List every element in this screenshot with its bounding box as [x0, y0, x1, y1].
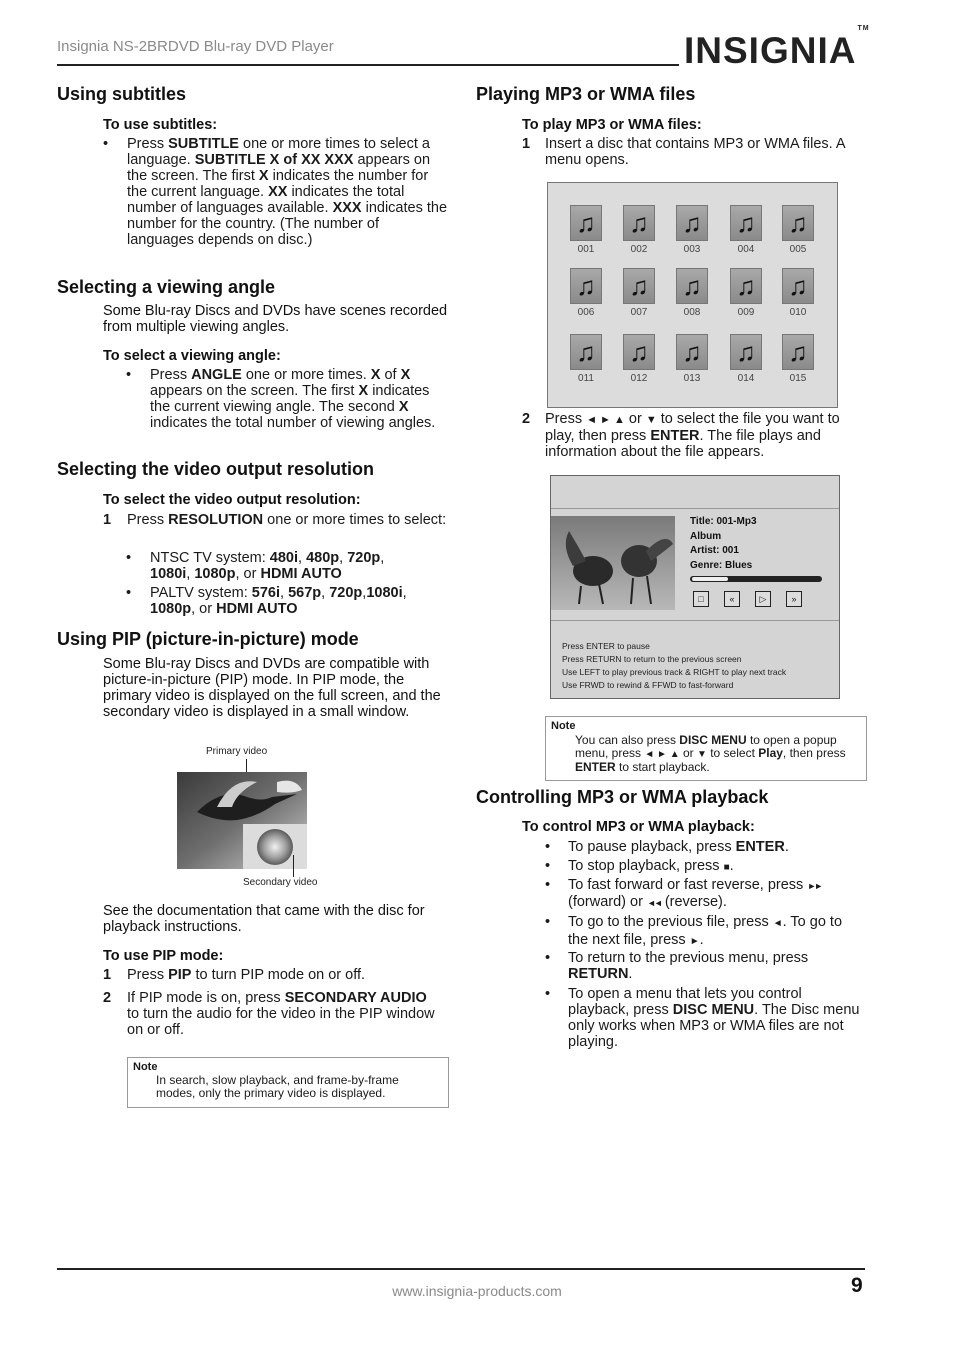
file-label: 009 [737, 307, 755, 318]
mp3-step-1: 1 Insert a disc that contains MP3 or WMA files. A menu opens. [522, 136, 845, 168]
rewind-icon: ◄◄ [646, 898, 661, 908]
track-artist: Artist: 001 [690, 545, 739, 556]
heading-controlling-mp3: Controlling MP3 or WMA playback [476, 787, 769, 807]
proc-play-mp3: To play MP3 or WMA files: [522, 117, 702, 133]
fast-forward-button[interactable]: » [786, 591, 802, 607]
player-hint: Use FRWD to rewind & FFWD to fast-forward [562, 680, 734, 690]
running-header: Insignia NS-2BRDVD Blu-ray DVD Player [57, 38, 334, 55]
insignia-logo: INSIGNIA™ [684, 24, 870, 71]
music-file-icon[interactable]: ♫ [570, 205, 602, 241]
heading-video-resolution: Selecting the video output resolution [57, 459, 375, 479]
music-file-icon[interactable]: ♫ [623, 334, 655, 370]
pip-see-docs: See the documentation that came with the disc for playback instructions. [103, 903, 425, 935]
music-file-icon[interactable]: ♫ [782, 334, 814, 370]
pip-step-1: 1 Press PIP to turn PIP mode on or off. [103, 967, 366, 983]
down-arrow-icon: ▼ [645, 414, 657, 426]
player-hint: Press ENTER to pause [562, 641, 650, 651]
music-file-icon[interactable]: ♫ [676, 205, 708, 241]
proc-video-resolution: To select the video output resolution: [103, 492, 361, 508]
file-label: 015 [789, 373, 807, 384]
file-label: 010 [789, 307, 807, 318]
arrow-keys-icon: ◄ ► ▲ [644, 749, 680, 760]
player-hint: Press RETURN to return to the previous screen [562, 654, 742, 664]
stop-button[interactable]: □ [693, 591, 709, 607]
music-file-icon[interactable]: ♫ [570, 268, 602, 304]
resolution-step-1: 1 Press RESOLUTION one or more times to select: [103, 512, 447, 528]
heading-pip-mode: Using PIP (picture-in-picture) mode [57, 629, 359, 649]
arrow-keys-icon: ◄ ► ▲ [586, 414, 625, 426]
pip-step-2: 2 If PIP mode is on, press SECONDARY AUDIO to turn the audio for the video in the PIP window on or off. [103, 990, 435, 1038]
pip-intro: Some Blu-ray Discs and DVDs are compatible with picture-in-picture (PIP) mode. In PIP mode, the primary video is displayed on the full screen, and the secondary video is displayed in a small window. [103, 656, 441, 720]
note2-body: You can also press DISC MENU to open a popup menu, press ◄ ► ▲ or ▼ to select Play, then press ENTER to start playback. [575, 733, 846, 774]
note-disc-menu [545, 716, 867, 781]
file-label: 013 [683, 373, 701, 384]
secondary-callout-line [293, 855, 294, 877]
file-label: 012 [630, 373, 648, 384]
down-arrow-icon: ▼ [696, 749, 707, 760]
control-bullet-return: • To return to the previous menu, press RETURN. [545, 950, 809, 982]
file-label: 003 [683, 244, 701, 255]
music-file-icon[interactable]: ♫ [570, 334, 602, 370]
resolution-pal: • PALTV system: 576i, 567p, 720p,1080i, 1080p, or HDMI AUTO [126, 585, 407, 617]
footer-url: www.insignia-products.com [392, 1283, 562, 1299]
progress-fill [692, 577, 728, 581]
mp3-file-menu [547, 182, 838, 408]
note-title: Note [133, 1061, 158, 1073]
pip-image [177, 772, 307, 869]
play-button[interactable]: ▷ [755, 591, 771, 607]
music-file-icon[interactable]: ♫ [730, 268, 762, 304]
player-hints [562, 640, 786, 692]
file-label: 008 [683, 307, 701, 318]
file-label: 004 [737, 244, 755, 255]
control-bullet-disc-menu: • To open a menu that lets you control playback, press DISC MENU. The Disc menu only works when MP3 or WMA files are not playing. [545, 986, 860, 1050]
music-file-icon[interactable]: ♫ [676, 268, 708, 304]
note-body: In search, slow playback, and frame-by-frame modes, only the primary video is displayed. [156, 1073, 399, 1100]
heading-viewing-angle: Selecting a viewing angle [57, 277, 276, 297]
proc-use-subtitles: To use subtitles: [103, 117, 218, 133]
heading-playing-mp3: Playing MP3 or WMA files [476, 84, 696, 104]
header-rule [57, 64, 679, 66]
control-bullet-pause: • To pause playback, press ENTER. [545, 839, 789, 855]
album-art [551, 516, 675, 610]
proc-use-pip: To use PIP mode: [103, 948, 224, 964]
mp3-player-screen [550, 475, 840, 699]
secondary-video-label: Secondary video [243, 877, 318, 888]
stop-icon: ■ [723, 862, 730, 873]
music-file-icon[interactable]: ♫ [782, 205, 814, 241]
track-genre: Genre: Blues [690, 559, 753, 571]
track-album: Album [690, 530, 722, 542]
heading-using-subtitles: Using subtitles [57, 84, 187, 104]
progress-bar [690, 576, 822, 582]
control-bullet-stop: • To stop playback, press ■. [545, 858, 734, 874]
mp3-step-2: 2 Press ◄ ► ▲ or ▼ to select the file you want to play, then press ENTER. The file plays and information about the file appears. [522, 411, 840, 460]
file-label: 005 [789, 244, 807, 255]
primary-video-label: Primary video [206, 746, 268, 757]
subtitles-bullet: • Press SUBTITLE one or more times to select a language. SUBTITLE X of XX XXX appears on the screen. The first X indicates the number for the current language. XX indicates the total number of languages available. XXX indicates the number for the country. (The number of languages depends on disc.) [103, 136, 448, 248]
player-hint: Use LEFT to play previous track & RIGHT to play next track [562, 667, 787, 677]
music-file-icon[interactable]: ♫ [730, 205, 762, 241]
rewind-button[interactable]: « [724, 591, 740, 607]
track-info [690, 515, 757, 573]
music-file-icon[interactable]: ♫ [623, 205, 655, 241]
proc-viewing-angle: To select a viewing angle: [103, 348, 281, 364]
music-file-icon[interactable]: ♫ [676, 334, 708, 370]
track-title: Title: 001-Mp3 [690, 516, 757, 527]
music-file-icon[interactable]: ♫ [623, 268, 655, 304]
fast-forward-icon: ►► [807, 881, 822, 891]
right-arrow-icon: ► [689, 936, 700, 947]
file-label: 006 [577, 307, 595, 318]
file-label: 014 [737, 373, 755, 384]
note2-title: Note [551, 720, 576, 732]
file-label: 002 [630, 244, 648, 255]
resolution-ntsc: • NTSC TV system: 480i, 480p, 720p, 1080i, 1080p, or HDMI AUTO [126, 550, 385, 582]
file-label: 001 [577, 244, 595, 255]
left-arrow-icon: ◄ [772, 918, 783, 929]
music-file-icon[interactable]: ♫ [730, 334, 762, 370]
angle-bullet: • Press ANGLE one or more times. X of X appears on the screen. The first X indicates the current viewing angle. The second X indicates the total number of viewing angles. [126, 367, 436, 431]
music-file-icon[interactable]: ♫ [782, 268, 814, 304]
proc-control-mp3: To control MP3 or WMA playback: [522, 819, 755, 835]
file-label: 011 [578, 373, 594, 384]
control-bullet-prev-next: • To go to the previous file, press ◄. To go to the next file, press ►. [545, 914, 843, 948]
control-bullet-ff-rw: • To fast forward or fast reverse, press ►► (forward) or ◄◄ (reverse). [545, 877, 822, 910]
angle-intro: Some Blu-ray Discs and DVDs have scenes recorded from multiple viewing angles. [103, 303, 448, 335]
note-pip [127, 1057, 449, 1108]
page-number: 9 [851, 1274, 863, 1297]
footer-rule [57, 1268, 865, 1270]
file-label: 007 [630, 307, 648, 318]
